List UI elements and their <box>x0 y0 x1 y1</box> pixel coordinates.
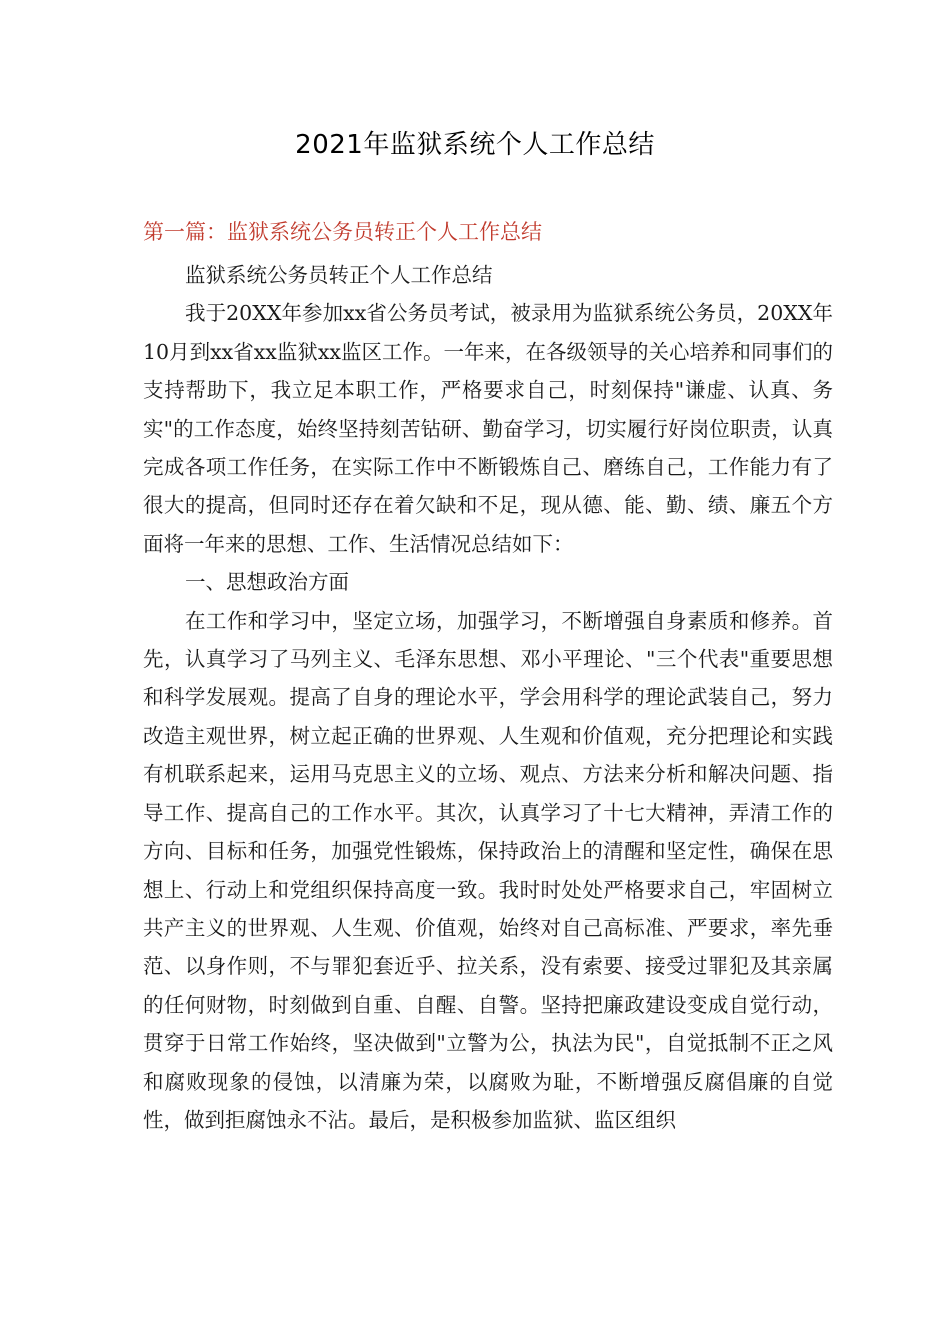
document-title: 2021年监狱系统个人工作总结 <box>295 130 655 160</box>
paragraph-political: 在工作和学习中，坚定立场，加强学习，不断增强自身素质和修养。首先，认真学习了马列主义、毛泽东思想、邓小平理论、"三个代表"重要思想和科学发展观。提高了自身的理论水平，学会用科学的理论武装自己，努力改造主观世界，树立起正确的世界观、人生观和价值观，充分把理论和实践有机联系起来，运用马克思主义的立场、观点、方法来分析和解决问题、指导工作、提高自己的工作水平。其次，认真学习了十七大精神，弄清工作的方向、目标和任务，加强党性锻炼，保持政治上的清醒和坚定性，确保在思想上、行动上和党组织保持高度一致。我时时处处严格要求自己，牢固树立共产主义的世界观、人生观、价值观，始终对自己高标准、严要求，率先垂范、以身作则，不与罪犯套近乎、拉关系，没有索要、接受过罪犯及其亲属的任何财物，时刻做到自重、自醒、自警。坚持把廉政建设变成自觉行动，贯穿于日常工作始终，坚决做到"立警为公，执法为民"，自觉抵制不正之风和腐败现象的侵蚀，以清廉为荣，以腐败为耻，不断增强反腐倡廉的自觉性，做到拒腐蚀永不沾。最后，是积极参加监狱、监区组织 <box>143 608 833 1132</box>
paragraph-subtitle: 监狱系统公务员转正个人工作总结 <box>185 263 493 287</box>
paragraph-intro: 我于20XX年参加xx省公务员考试，被录用为监狱系统公务员，20XX年10月到xx省xx监狱xx监区工作。一年来，在各级领导的关心培养和同事们的支持帮助下，我立足本职工作，严格要求自己，时刻保持"谦虚、认真、务实"的工作态度，始终坚持刻苦钻研、勤奋学习，切实履行好岗位职责，认真完成各项工作任务，在实际工作中不断锻炼自己、磨练自己，工作能力有了很大的提高，但同时还存在着欠缺和不足，现从德、能、勤、绩、廉五个方面将一年来的思想、工作、生活情况总结如下： <box>143 301 833 556</box>
paragraph-section-title: 一、思想政治方面 <box>185 570 349 595</box>
document-body <box>143 256 833 1139</box>
section-heading: 第一篇：监狱系统公务员转正个人工作总结 <box>143 220 542 244</box>
